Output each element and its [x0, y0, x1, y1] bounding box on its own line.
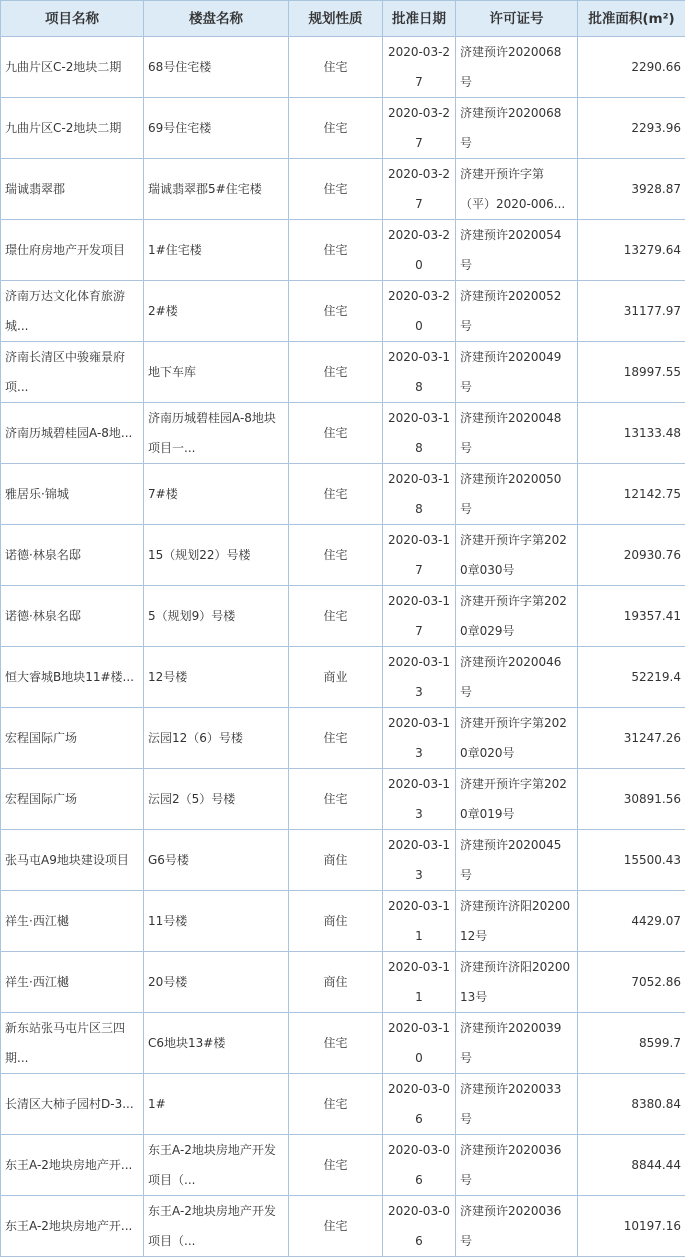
cell-building-name[interactable]: 68号住宅楼: [144, 37, 289, 98]
cell-approved-area: 7052.86: [578, 952, 685, 1013]
cell-project-name[interactable]: 恒大睿城B地块11#楼...: [1, 647, 144, 708]
cell-approved-area: 31247.26: [578, 708, 685, 769]
cell-project-name[interactable]: 东王A-2地块房地产开...: [1, 1196, 144, 1257]
cell-permit-number[interactable]: 济建预许济阳2020013号: [456, 952, 578, 1013]
cell-permit-number[interactable]: 济建预许济阳2020012号: [456, 891, 578, 952]
cell-approved-area: 15500.43: [578, 830, 685, 891]
cell-planned-use: 住宅: [289, 403, 383, 464]
cell-project-name[interactable]: 诺德·林泉名邸: [1, 586, 144, 647]
table-row: [1, 159, 685, 220]
table-header: [1, 1, 685, 37]
cell-approval-date: 2020-03-11: [383, 952, 456, 1013]
cell-approved-area: 52219.4: [578, 647, 685, 708]
cell-building-name[interactable]: 69号住宅楼: [144, 98, 289, 159]
cell-permit-number[interactable]: 济建预许2020033号: [456, 1074, 578, 1135]
cell-project-name[interactable]: 济南长清区中骏雍景府项...: [1, 342, 144, 403]
cell-building-name[interactable]: 1#: [144, 1074, 289, 1135]
cell-planned-use: 商住: [289, 830, 383, 891]
cell-project-name[interactable]: 雅居乐·锦城: [1, 464, 144, 525]
cell-building-name[interactable]: 5（规划9）号楼: [144, 586, 289, 647]
cell-planned-use: 商住: [289, 891, 383, 952]
cell-planned-use: 住宅: [289, 464, 383, 525]
cell-planned-use: 住宅: [289, 220, 383, 281]
cell-permit-number[interactable]: 济建预许2020039号: [456, 1013, 578, 1074]
cell-approved-area: 12142.75: [578, 464, 685, 525]
table-row: [1, 952, 685, 1013]
cell-approved-area: 8380.84: [578, 1074, 685, 1135]
cell-building-name[interactable]: G6号楼: [144, 830, 289, 891]
table-row: [1, 98, 685, 159]
cell-planned-use: 住宅: [289, 525, 383, 586]
cell-building-name[interactable]: 7#楼: [144, 464, 289, 525]
cell-project-name[interactable]: 宏程国际广场: [1, 769, 144, 830]
cell-building-name[interactable]: 2#楼: [144, 281, 289, 342]
header-planned-use: 规划性质: [289, 1, 383, 37]
cell-approval-date: 2020-03-13: [383, 647, 456, 708]
table-row: [1, 708, 685, 769]
cell-planned-use: 住宅: [289, 769, 383, 830]
cell-approved-area: 10197.16: [578, 1196, 685, 1257]
cell-planned-use: 商业: [289, 647, 383, 708]
cell-approval-date: 2020-03-06: [383, 1196, 456, 1257]
cell-approved-area: 4429.07: [578, 891, 685, 952]
table-row: [1, 1196, 685, 1257]
cell-planned-use: 住宅: [289, 281, 383, 342]
cell-permit-number[interactable]: 济建预许2020036号: [456, 1196, 578, 1257]
cell-approval-date: 2020-03-13: [383, 830, 456, 891]
cell-building-name[interactable]: 东王A-2地块房地产开发项目（...: [144, 1135, 289, 1196]
cell-approved-area: 30891.56: [578, 769, 685, 830]
cell-project-name[interactable]: 宏程国际广场: [1, 708, 144, 769]
cell-approval-date: 2020-03-06: [383, 1135, 456, 1196]
cell-project-name[interactable]: 济南历城碧桂园A-8地...: [1, 403, 144, 464]
cell-approval-date: 2020-03-20: [383, 281, 456, 342]
table-row: [1, 37, 685, 98]
cell-approval-date: 2020-03-17: [383, 525, 456, 586]
cell-building-name[interactable]: 20号楼: [144, 952, 289, 1013]
table-row: [1, 220, 685, 281]
table-row: [1, 586, 685, 647]
cell-approved-area: 19357.41: [578, 586, 685, 647]
table-row: [1, 891, 685, 952]
table-row: [1, 525, 685, 586]
cell-permit-number[interactable]: 济建开预许字第2020章030号: [456, 525, 578, 586]
cell-approval-date: 2020-03-10: [383, 1013, 456, 1074]
cell-approved-area: 13279.64: [578, 220, 685, 281]
cell-permit-number[interactable]: 济建预许2020068号: [456, 37, 578, 98]
cell-permit-number[interactable]: 济建预许2020068号: [456, 98, 578, 159]
cell-building-name[interactable]: 沄园2（5）号楼: [144, 769, 289, 830]
cell-project-name[interactable]: 诺德·林泉名邸: [1, 525, 144, 586]
cell-planned-use: 住宅: [289, 1013, 383, 1074]
cell-building-name[interactable]: 瑞诚翡翠郡5#住宅楼: [144, 159, 289, 220]
cell-project-name[interactable]: 九曲片区C-2地块二期: [1, 98, 144, 159]
cell-approved-area: 13133.48: [578, 403, 685, 464]
cell-permit-number[interactable]: 济建预许2020046号: [456, 647, 578, 708]
cell-approved-area: 2293.96: [578, 98, 685, 159]
cell-building-name[interactable]: 12号楼: [144, 647, 289, 708]
cell-project-name[interactable]: 东王A-2地块房地产开...: [1, 1135, 144, 1196]
cell-building-name[interactable]: 1#住宅楼: [144, 220, 289, 281]
cell-project-name[interactable]: 祥生·西江樾: [1, 952, 144, 1013]
header-approval-date: 批准日期: [383, 1, 456, 37]
cell-permit-number[interactable]: 济建开预许字第（平）2020-006...: [456, 159, 578, 220]
cell-permit-number[interactable]: 济建开预许字第2020章029号: [456, 586, 578, 647]
cell-permit-number[interactable]: 济建预许2020045号: [456, 830, 578, 891]
cell-approval-date: 2020-03-18: [383, 464, 456, 525]
cell-permit-number[interactable]: 济建开预许字第2020章019号: [456, 769, 578, 830]
cell-planned-use: 住宅: [289, 708, 383, 769]
cell-permit-number[interactable]: 济建预许2020036号: [456, 1135, 578, 1196]
cell-planned-use: 住宅: [289, 342, 383, 403]
cell-planned-use: 商住: [289, 952, 383, 1013]
cell-planned-use: 住宅: [289, 37, 383, 98]
header-building-name: 楼盘名称: [144, 1, 289, 37]
cell-approval-date: 2020-03-13: [383, 769, 456, 830]
cell-planned-use: 住宅: [289, 159, 383, 220]
cell-approved-area: 31177.97: [578, 281, 685, 342]
header-approved-area: 批准面积(m²): [578, 1, 685, 37]
cell-permit-number[interactable]: 济建预许2020054号: [456, 220, 578, 281]
cell-planned-use: 住宅: [289, 98, 383, 159]
table-row: [1, 1013, 685, 1074]
cell-approval-date: 2020-03-17: [383, 586, 456, 647]
table-row: [1, 769, 685, 830]
cell-building-name[interactable]: C6地块13#楼: [144, 1013, 289, 1074]
cell-approved-area: 20930.76: [578, 525, 685, 586]
cell-planned-use: 住宅: [289, 1196, 383, 1257]
table-row: [1, 281, 685, 342]
cell-approval-date: 2020-03-18: [383, 342, 456, 403]
table-row: [1, 1074, 685, 1135]
cell-building-name[interactable]: 东王A-2地块房地产开发项目（...: [144, 1196, 289, 1257]
cell-project-name[interactable]: 璟仕府房地产开发项目: [1, 220, 144, 281]
cell-project-name[interactable]: 新东站张马屯片区三四期...: [1, 1013, 144, 1074]
cell-approval-date: 2020-03-11: [383, 891, 456, 952]
cell-planned-use: 住宅: [289, 1135, 383, 1196]
cell-project-name[interactable]: 长清区大柿子园村D-3...: [1, 1074, 144, 1135]
cell-permit-number[interactable]: 济建预许2020048号: [456, 403, 578, 464]
cell-project-name[interactable]: 瑞诚翡翠郡: [1, 159, 144, 220]
cell-project-name[interactable]: 祥生·西江樾: [1, 891, 144, 952]
header-project-name: 项目名称: [1, 1, 144, 37]
cell-building-name[interactable]: 济南历城碧桂园A-8地块项目一...: [144, 403, 289, 464]
cell-project-name[interactable]: 张马屯A9地块建设项目: [1, 830, 144, 891]
cell-approved-area: 8844.44: [578, 1135, 685, 1196]
cell-approved-area: 2290.66: [578, 37, 685, 98]
cell-building-name[interactable]: 15（规划22）号楼: [144, 525, 289, 586]
header-permit-number: 许可证号: [456, 1, 578, 37]
cell-approval-date: 2020-03-13: [383, 708, 456, 769]
table-row: [1, 403, 685, 464]
cell-building-name[interactable]: 沄园12（6）号楼: [144, 708, 289, 769]
table-row: [1, 1135, 685, 1196]
cell-planned-use: 住宅: [289, 1074, 383, 1135]
cell-approval-date: 2020-03-27: [383, 159, 456, 220]
cell-approved-area: 18997.55: [578, 342, 685, 403]
table-row: [1, 830, 685, 891]
table-body: [1, 37, 685, 1257]
cell-approval-date: 2020-03-27: [383, 98, 456, 159]
cell-approval-date: 2020-03-06: [383, 1074, 456, 1135]
cell-permit-number[interactable]: 济建预许2020052号: [456, 281, 578, 342]
cell-approval-date: 2020-03-18: [383, 403, 456, 464]
table-row: [1, 647, 685, 708]
cell-project-name[interactable]: 九曲片区C-2地块二期: [1, 37, 144, 98]
cell-planned-use: 住宅: [289, 586, 383, 647]
table-row: [1, 342, 685, 403]
cell-permit-number[interactable]: 济建预许2020049号: [456, 342, 578, 403]
cell-permit-number[interactable]: 济建预许2020050号: [456, 464, 578, 525]
cell-approved-area: 8599.7: [578, 1013, 685, 1074]
cell-building-name[interactable]: 11号楼: [144, 891, 289, 952]
cell-permit-number[interactable]: 济建开预许字第2020章020号: [456, 708, 578, 769]
cell-building-name[interactable]: 地下车库: [144, 342, 289, 403]
cell-approved-area: 3928.87: [578, 159, 685, 220]
table-row: [1, 464, 685, 525]
cell-approval-date: 2020-03-27: [383, 37, 456, 98]
header-row: [1, 1, 685, 37]
cell-approval-date: 2020-03-20: [383, 220, 456, 281]
cell-project-name[interactable]: 济南万达文化体育旅游城...: [1, 281, 144, 342]
